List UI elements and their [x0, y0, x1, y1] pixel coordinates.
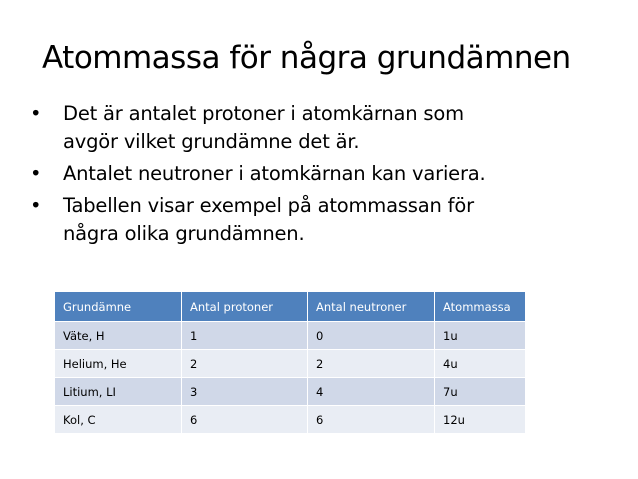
- table-cell: 7u: [435, 378, 526, 406]
- table-cell: 2: [182, 350, 308, 378]
- table-cell: 3: [182, 378, 308, 406]
- table-cell: 4: [308, 378, 435, 406]
- column-header-neutrons: Antal neutroner: [308, 292, 435, 322]
- element-table: [55, 292, 525, 434]
- table-cell: 0: [308, 322, 435, 350]
- table-cell: 6: [308, 406, 435, 434]
- table-cell: 12u: [435, 406, 526, 434]
- table-cell: 1: [182, 322, 308, 350]
- table-cell: 4u: [435, 350, 526, 378]
- slide-title: Atommassa för några grundämnen: [42, 40, 571, 76]
- table-row: [55, 322, 525, 350]
- bullet-text-line: Tabellen visar exempel på atommassan för: [63, 194, 474, 217]
- table-row: [55, 406, 525, 434]
- bullet-text-line: Det är antalet protoner i atomkärnan som: [63, 102, 464, 125]
- bullet-icon: •: [30, 194, 42, 217]
- table-header-row: [55, 292, 525, 322]
- table-row: [55, 378, 525, 406]
- bullet-icon: •: [30, 162, 42, 185]
- table-cell: Kol, C: [55, 406, 182, 434]
- bullet-text-line: avgör vilket grundämne det är.: [63, 130, 360, 153]
- table-cell: Litium, LI: [55, 378, 182, 406]
- table-cell: Helium, He: [55, 350, 182, 378]
- column-header-atomic-mass: Atommassa: [435, 292, 526, 322]
- bullet-text-line: Antalet neutroner i atomkärnan kan variera.: [63, 162, 486, 185]
- bullet-icon: •: [30, 102, 42, 125]
- table-cell: 2: [308, 350, 435, 378]
- table-cell: Väte, H: [55, 322, 182, 350]
- table-cell: 1u: [435, 322, 526, 350]
- column-header-element: Grundämne: [55, 292, 182, 322]
- bullet-item: [30, 192, 620, 248]
- table-cell: 6: [182, 406, 308, 434]
- bullet-list: [30, 100, 620, 252]
- column-header-protons: Antal protoner: [182, 292, 308, 322]
- bullet-text-line: några olika grundämnen.: [63, 222, 305, 245]
- bullet-item: [30, 100, 620, 156]
- table-row: [55, 350, 525, 378]
- bullet-item: [30, 160, 620, 188]
